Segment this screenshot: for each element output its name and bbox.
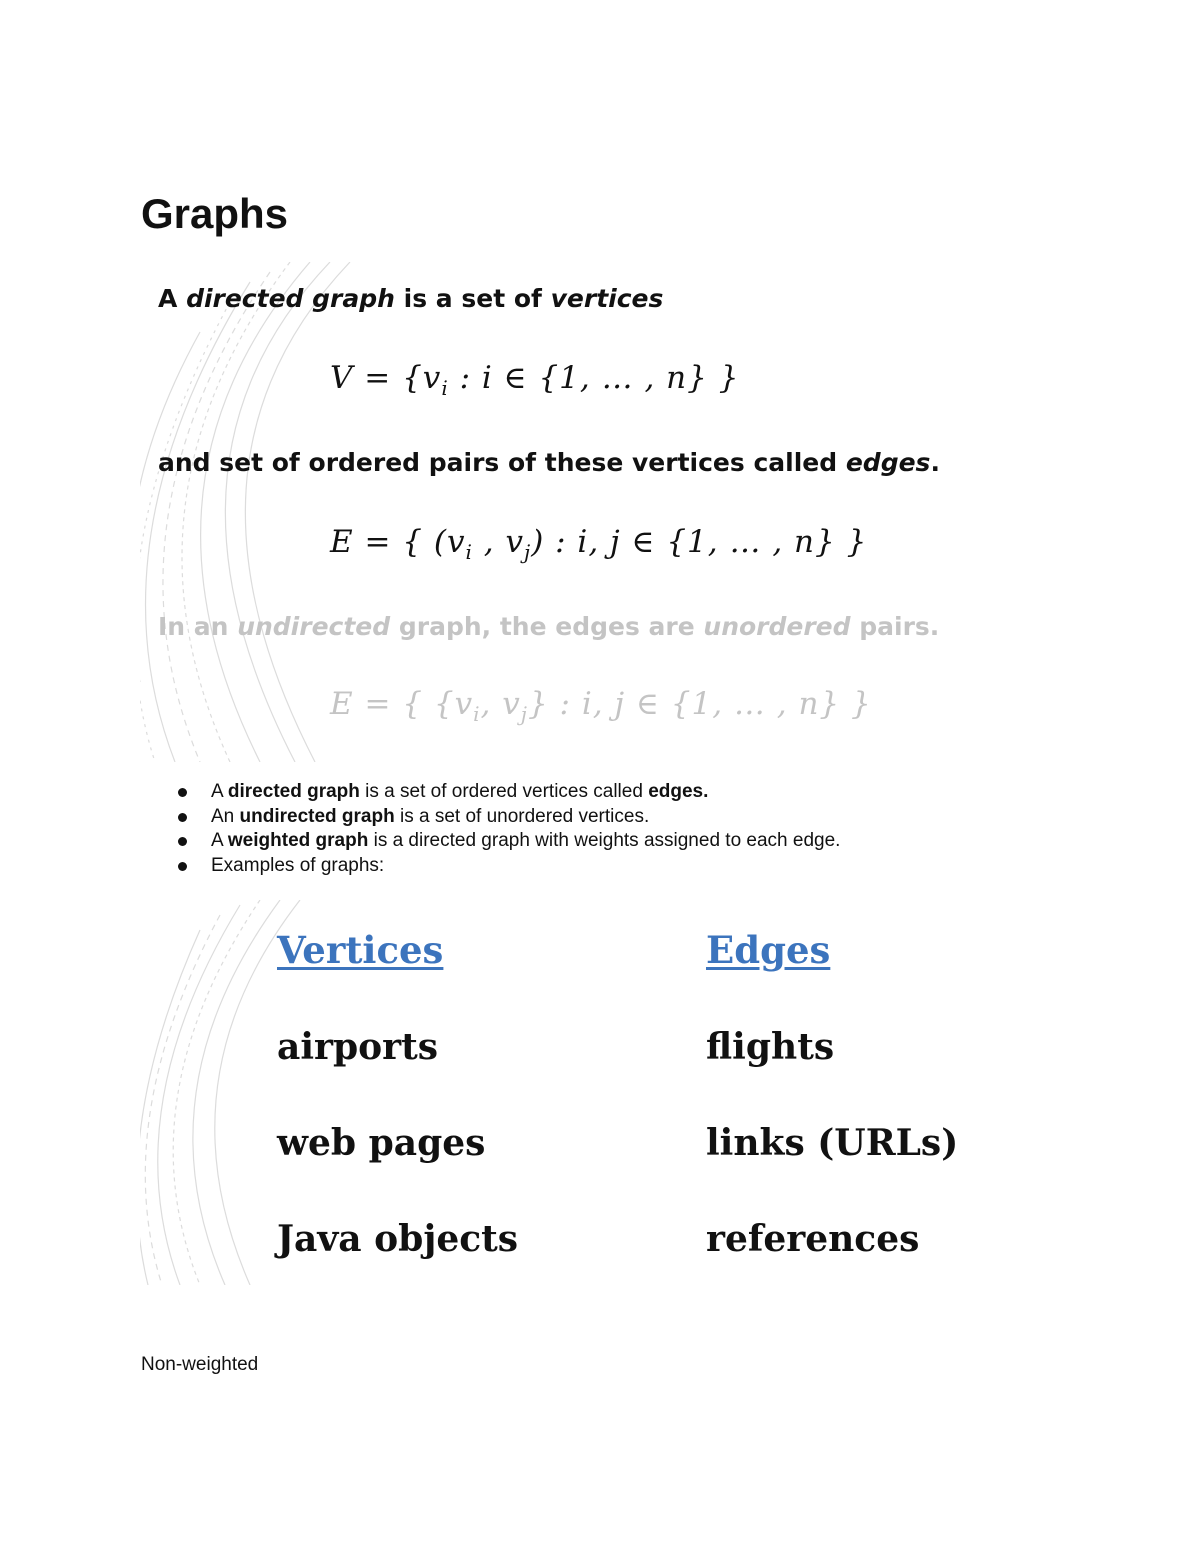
vertex-set-equation: $V = \{v_i$ : i ∈ {1, … , n} } xyxy=(330,360,740,401)
non-weighted-label: Non-weighted xyxy=(141,1354,259,1375)
list-item: Examples of graphs: xyxy=(176,854,840,879)
examples-slide-image xyxy=(140,900,960,1285)
directed-graph-definition: A directed graph is a set of vertices xyxy=(158,284,664,313)
vertices-header: Vertices xyxy=(277,928,444,972)
list-item: A directed graph is a set of ordered vertices called edges. xyxy=(176,780,840,805)
table-cell: links (URLs) xyxy=(706,1122,959,1164)
undirected-graph-definition: In an undirected graph, the edges are unordered pairs. xyxy=(158,612,940,641)
table-cell: airports xyxy=(277,1026,439,1068)
list-item: An undirected graph is a set of unordered vertices. xyxy=(176,805,840,830)
undirected-edge-set-equation: E = { {$v_i$, $v_j$} : i, j ∈ {1, … , n} } xyxy=(330,686,872,727)
table-cell: web pages xyxy=(277,1122,486,1164)
edges-header: Edges xyxy=(706,928,831,972)
list-item: A weighted graph is a directed graph with weights assigned to each edge. xyxy=(176,829,840,854)
page-title: Graphs xyxy=(141,190,289,237)
table-cell: flights xyxy=(706,1026,835,1068)
table-cell: Java objects xyxy=(277,1218,519,1260)
table-cell: references xyxy=(706,1218,920,1260)
edge-set-equation: E = { ($v_i$ , $v_j$) : i, j ∈ {1, … , n} } xyxy=(330,524,868,565)
definition-slide-image xyxy=(140,262,940,762)
definition-bullet-list xyxy=(176,780,840,878)
edges-definition: and set of ordered pairs of these vertices called edges. xyxy=(158,448,940,477)
